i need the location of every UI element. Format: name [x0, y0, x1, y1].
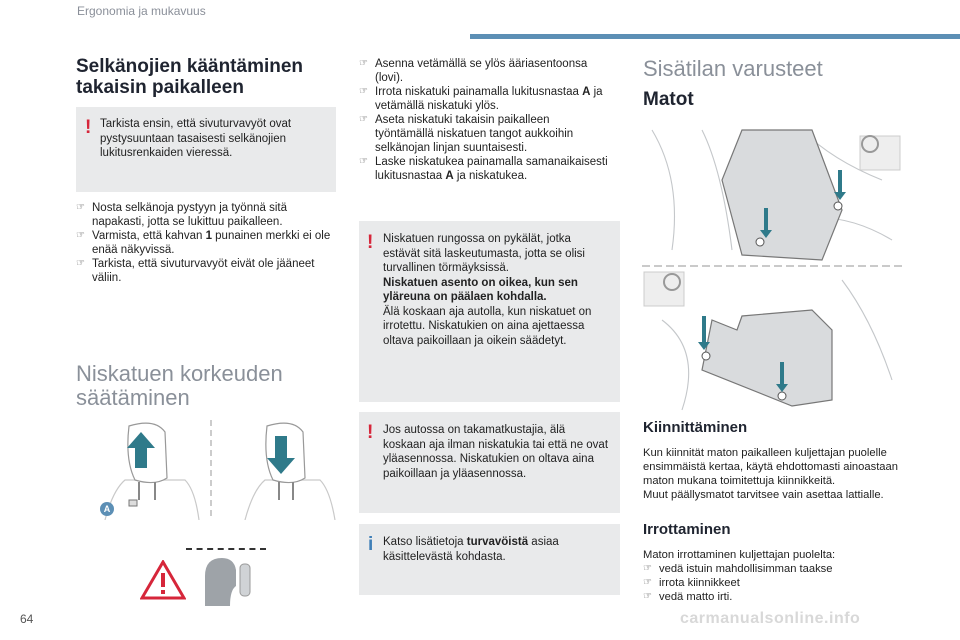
- fixing-title: Kiinnittäminen: [643, 419, 748, 436]
- header-accent-bar: [470, 34, 960, 39]
- warning-box-headrest: [359, 221, 620, 402]
- info-icon: i: [368, 534, 374, 555]
- info-box-seatbelts: [359, 524, 620, 595]
- list-item: ☞ irrota kiinnikkeet: [643, 576, 908, 590]
- page-title: Selkänojien kääntäminen takaisin paikalleen: [76, 56, 304, 98]
- subsection-title: Matot: [643, 89, 694, 110]
- list-item: ☞ Irrota niskatuki painamalla lukitusnastaa A ja vetämällä niskatuki ylös.: [359, 85, 609, 113]
- warning-box-seatbelt: [76, 107, 336, 192]
- list-item: ☞ Tarkista, että sivuturvavyöt eivät ole jääneet väliin.: [76, 257, 338, 285]
- section-title: Sisätilan varusteet: [643, 56, 823, 81]
- info-text: Katso lisätietoja turvavöistä asiaa käsittelevästä kohdasta.: [383, 536, 559, 563]
- passenger-head-illustration: [200, 556, 260, 606]
- removal-intro: Maton irrottaminen kuljettajan puolelta:: [643, 549, 836, 561]
- steps-list-headrest: [359, 57, 609, 183]
- headrest-section-title: Niskatuen korkeuden säätäminen: [76, 361, 283, 410]
- list-item: ☞ Aseta niskatuki takaisin paikalleen työntämällä niskatuen tangot aukkoihin selkänojan linjan suuntaisesti.: [359, 113, 609, 155]
- list-item: ☞ Nosta selkänoja pystyyn ja työnnä sitä napakasti, jotta se lukittuu paikalleen.: [76, 201, 338, 229]
- warning-icon: !: [367, 422, 374, 443]
- page-number: 64: [20, 612, 34, 626]
- list-item: ☞ vedä matto irti.: [643, 590, 908, 604]
- removal-steps-list: [643, 562, 908, 604]
- removal-title: Irrottaminen: [643, 521, 731, 538]
- list-item: ☞ Laske niskatukea painamalla samanaikaisesti lukitusnastaa A ja niskatukea.: [359, 155, 609, 183]
- watermark: carmanualsonline.info: [680, 610, 861, 627]
- section-header: Ergonomia ja mukavuus: [77, 4, 206, 18]
- warning-text: Jos autossa on takamatkustajia, älä koskaan aja ilman niskatukia tai että ne ovat yläasennossa. Niskatukien on oltava aina paikoillaan ja yläasennossa.: [383, 424, 609, 480]
- headrest-illustration: [95, 420, 340, 520]
- warning-triangle-icon: [140, 560, 186, 600]
- divider-dashed: [186, 548, 266, 550]
- list-item: ☞ Varmista, että kahvan 1 punainen merkki ei ole enää näkyvissä.: [76, 229, 338, 257]
- steps-list-backrest: [76, 201, 338, 285]
- label-a-badge: A: [100, 502, 114, 516]
- list-item: ☞ vedä istuin mahdollisimman taakse: [643, 562, 908, 576]
- warning-text: Niskatuen rungossa on pykälät, jotka estävät sitä laskeutumasta, jotta se olisi turvallinen törmäyksissä. Niskatuen asento on oikea, kun sen yläreuna on päälaen kohdalla. Älä koskaan aja autolla, kun niskatuet on irrotettu. Niskatukien on aina ajettaessa oltava paikoillaan ja oikein säädetyt.: [383, 233, 592, 347]
- warning-box-rear-passengers: [359, 412, 620, 513]
- warning-icon: !: [367, 232, 374, 253]
- fixing-text: Kun kiinnität maton paikalleen kuljettajan puolelle ensimmäistä kertaa, käytä ehdottomasti ainoastaan maton mukana toimitettuja kiinnikkeitä. Muut päällysmatot tarvitsee vain asettaa lattialle.: [643, 447, 898, 501]
- list-item: ☞ Asenna vetämällä se ylös ääriasentoonsa (lovi).: [359, 57, 609, 85]
- floor-mat-illustration: [642, 120, 904, 412]
- warning-text: Tarkista ensin, että sivuturvavyöt ovat pystysuuntaan tasaisesti selkänojien lukitusrenkaiden vieressä.: [100, 118, 292, 159]
- warning-icon: !: [85, 117, 92, 138]
